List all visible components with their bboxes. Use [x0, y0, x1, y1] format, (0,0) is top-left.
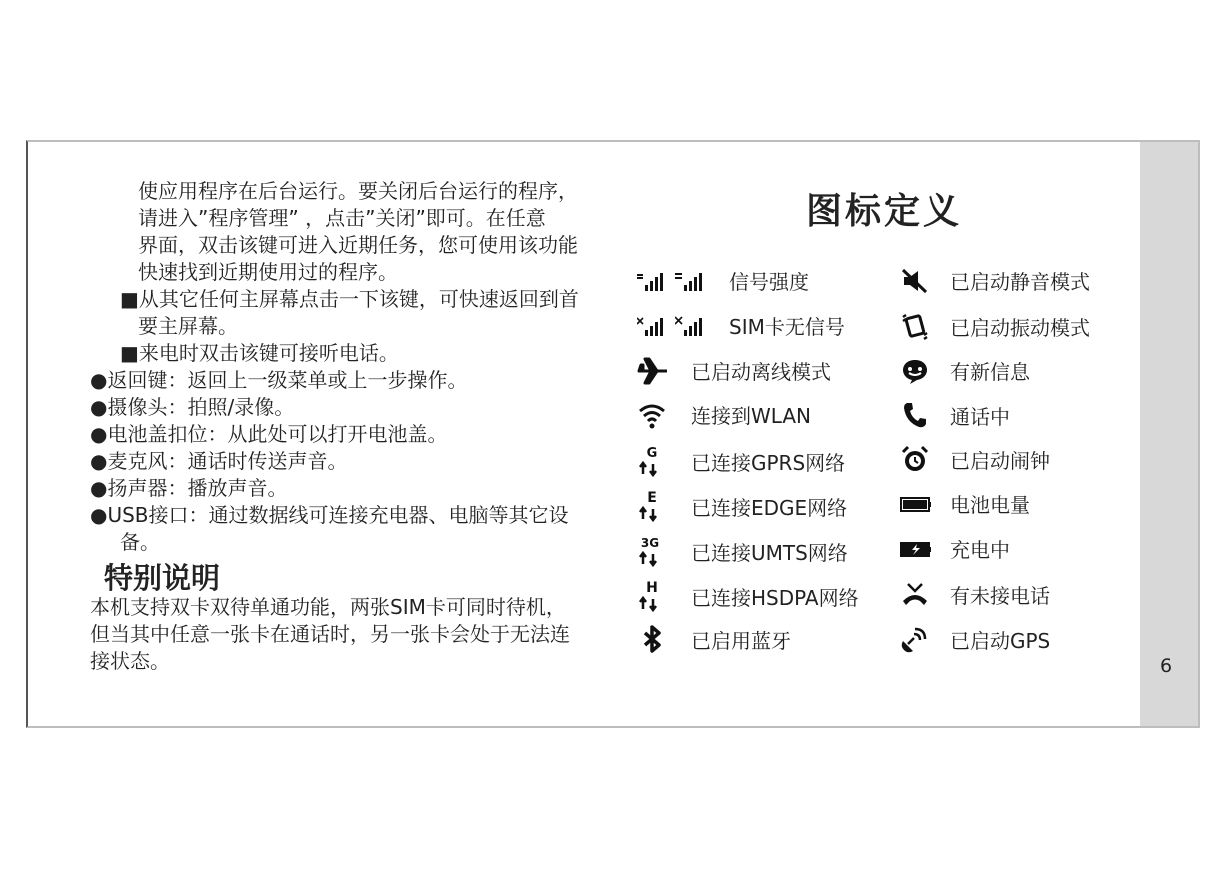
- vibrate-icon: [900, 311, 950, 341]
- icon-row: [637, 624, 791, 654]
- icon-row: [900, 311, 1090, 341]
- icon-row: [900, 489, 1030, 518]
- icon-definitions-heading: 图标定义: [806, 191, 963, 232]
- text-line: ●电池盖扣位：从此处可以打开电池盖。: [90, 422, 448, 446]
- text-line: ■从其它任何主屏幕点击一下该键，可快速返回到首: [120, 287, 579, 311]
- icon-label: 已启动GPS: [950, 628, 1051, 653]
- text-line: 本机支持双卡双待单通功能，两张SIM卡可同时待机，: [90, 595, 566, 619]
- text-line: 接状态。: [90, 649, 170, 673]
- icon-row: [637, 534, 848, 568]
- icon-label: 有新信息: [950, 360, 1030, 384]
- wifi-icon: [637, 401, 691, 429]
- icon-row: [900, 534, 1010, 563]
- icon-label: 信号强度: [729, 270, 809, 294]
- gprs-icon: [637, 444, 691, 478]
- text-line: 使应用程序在后台运行。要关闭后台运行的程序，: [138, 179, 578, 203]
- icon-row: [637, 444, 845, 478]
- bullet-item: [90, 367, 600, 394]
- text-line: ●扬声器：播放声音。: [90, 476, 288, 500]
- icon-row: [637, 579, 859, 613]
- bullet-item: [90, 421, 600, 448]
- icon-row: [900, 400, 1010, 430]
- icon-label: 已连接UMTS网络: [691, 540, 848, 565]
- text-line: 请进入”程序管理” ，点击”关闭”即可。在任意: [138, 206, 546, 230]
- battery-icon: [900, 494, 950, 514]
- icon-row: [637, 400, 811, 429]
- text-line: ●返回键：返回上一级菜单或上一步操作。: [90, 368, 468, 392]
- left-column: [90, 178, 600, 675]
- icon-label: 通话中: [950, 404, 1010, 429]
- icon-label: 已启动离线模式: [691, 360, 831, 384]
- text-line: 快速找到近期使用过的程序。: [138, 260, 398, 284]
- icon-row: [637, 266, 809, 295]
- umts-icon: [637, 534, 691, 568]
- square-item: [90, 286, 600, 340]
- text-line: 界面，双击该键可进入近期任务，您可使用该功能: [138, 233, 578, 257]
- icon-label: 已启动振动模式: [950, 315, 1090, 340]
- icon-row: [637, 311, 845, 340]
- edge-glyph: E: [647, 490, 657, 506]
- icon-row: [900, 444, 1050, 474]
- icon-label: 充电中: [950, 538, 1010, 562]
- edge-icon: [637, 489, 691, 523]
- bullet-item: [90, 448, 600, 475]
- intro-paragraph: [90, 178, 600, 286]
- text-line: 要主屏幕。: [138, 314, 238, 338]
- umts-glyph: 3G: [640, 536, 660, 550]
- icon-label: 连接到WLAN: [691, 404, 812, 428]
- bullet-item: [90, 475, 600, 502]
- alarm-clock-icon: [900, 444, 950, 474]
- icon-label: 已连接EDGE网络: [691, 495, 848, 520]
- missed-call-icon: [900, 579, 950, 609]
- no-sim-signal-icon: [637, 316, 717, 336]
- bullet-item: [90, 502, 600, 556]
- special-notes-text: [90, 594, 600, 675]
- icon-label: 已启用蓝牙: [691, 628, 791, 653]
- icon-row: [637, 489, 847, 523]
- hsdpa-icon: [637, 579, 691, 613]
- signal-strength-icon: [637, 271, 717, 291]
- icon-row: [900, 579, 1050, 609]
- mute-icon: [900, 267, 950, 295]
- icon-row: [900, 624, 1050, 654]
- special-notes-heading: 特别说明: [104, 561, 221, 595]
- icon-label: 已连接HSDPA网络: [691, 585, 859, 610]
- new-message-icon: [900, 357, 950, 385]
- gprs-glyph: G: [646, 446, 658, 461]
- bluetooth-icon: [637, 624, 691, 654]
- text-line: 但当其中任意一张卡在通话时，另一张卡会处于无法连: [90, 622, 570, 646]
- text-line: ●USB接口：通过数据线可连接充电器、电脑等其它设: [90, 503, 569, 527]
- text-line: ●麦克风：通话时传送声音。: [90, 449, 348, 473]
- bullet-item: [90, 394, 600, 421]
- text-line: 备。: [120, 530, 160, 554]
- airplane-icon: [637, 357, 691, 385]
- text-line: ■来电时双击该键可接听电话。: [120, 341, 399, 365]
- hsdpa-glyph: H: [646, 580, 658, 596]
- icon-row: [637, 356, 831, 385]
- icon-row: [900, 266, 1090, 295]
- icon-label: 已启动闹钟: [950, 448, 1050, 473]
- icon-label: SIM卡无信号: [729, 315, 845, 339]
- icon-label: 已启动静音模式: [950, 270, 1090, 294]
- phone-call-icon: [900, 400, 950, 430]
- page-number: 6: [1160, 655, 1173, 677]
- icon-label: 已连接GPRS网络: [691, 450, 846, 475]
- icon-label: 电池电量: [950, 493, 1030, 517]
- square-item: [90, 340, 600, 367]
- icon-label: 有未接电话: [950, 583, 1050, 608]
- gps-icon: [900, 624, 950, 654]
- side-strip: [1140, 142, 1198, 726]
- icon-row: [900, 356, 1030, 385]
- charging-icon: [900, 539, 950, 559]
- text-line: ●摄像头：拍照/录像。: [90, 395, 295, 419]
